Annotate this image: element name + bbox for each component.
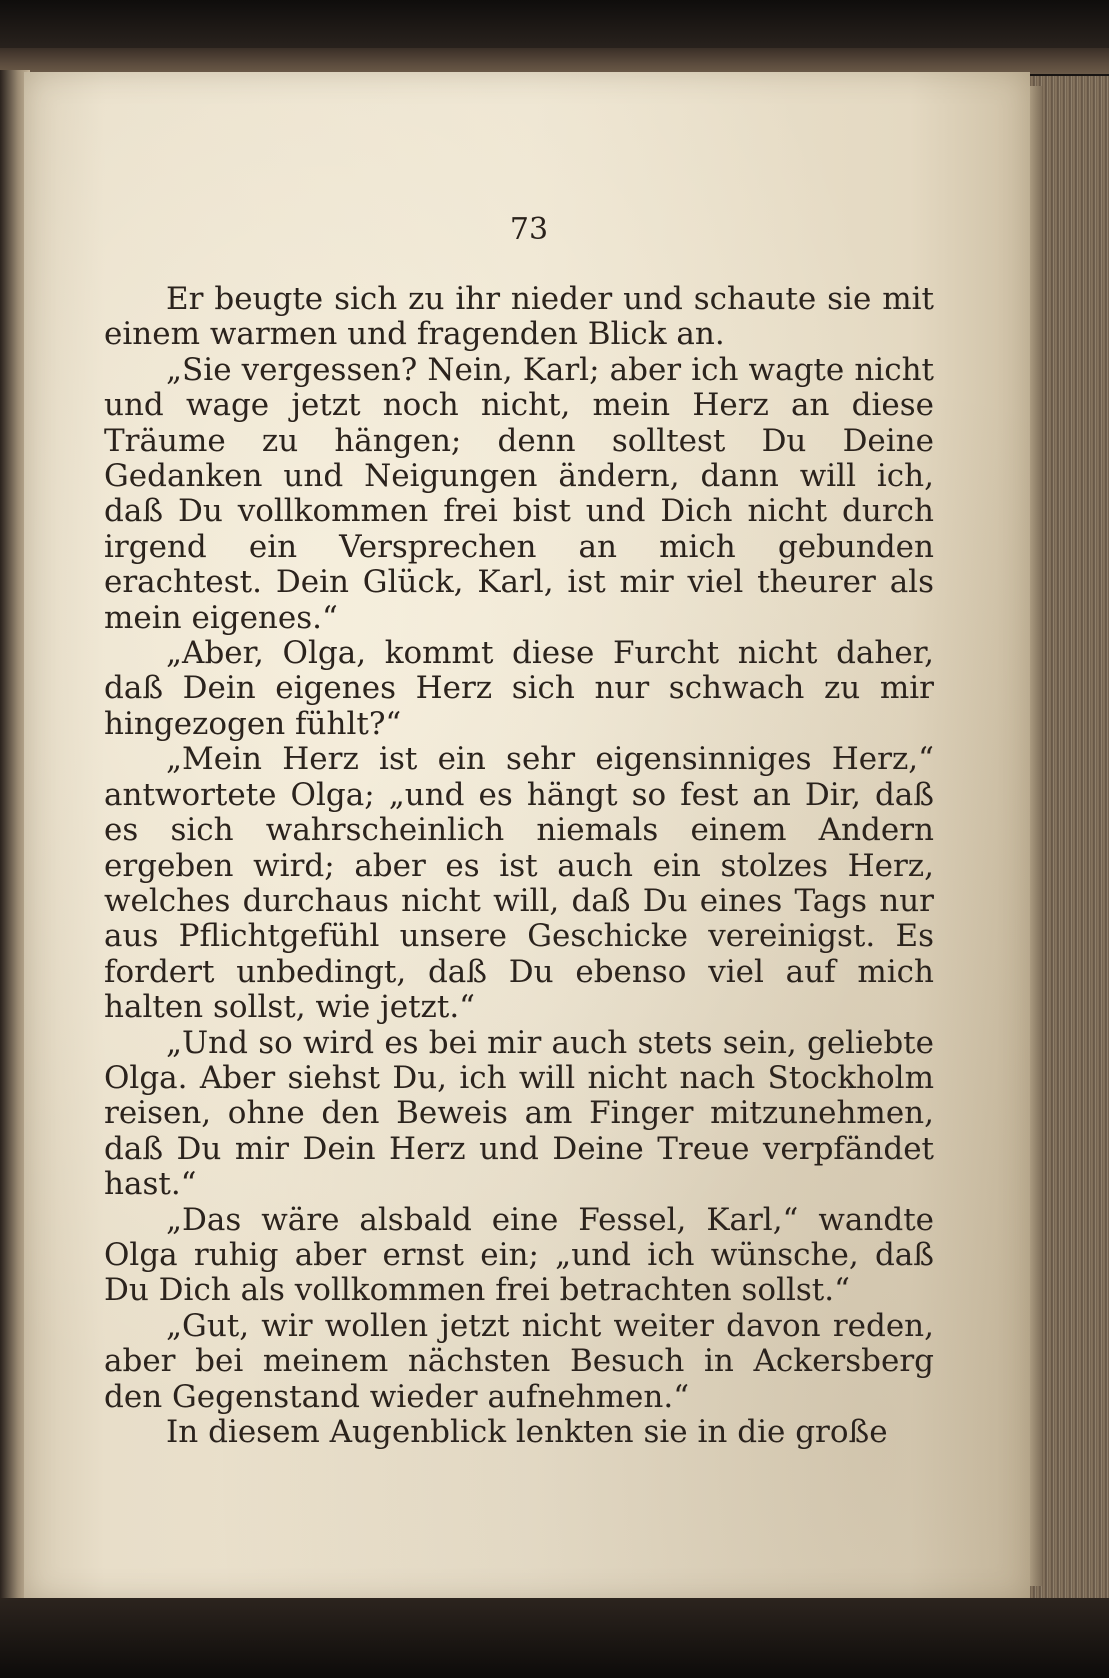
paragraph: „Mein Herz ist ein sehr eigensinniges Herz,“ antwortete Olga; „und es hängt so fest an Dir, daß es sich wahrscheinlich niemals einem Andern ergeben wird; aber es ist auch ein stolzes Herz, welches durchaus nicht will, daß Du eines Tags nur aus Pflichtgefühl unsere Geschicke vereinigst. Es fordert unbedingt, daß Du ebenso viel auf mich halten sollst, wie jetzt.“ — [104, 741, 934, 1026]
book-cover-edge — [0, 48, 1109, 74]
paragraph: Er beugte sich zu ihr nieder und schaute sie mit einem warmen und fragenden Blick an. — [104, 281, 934, 353]
page-text — [104, 282, 934, 1450]
paragraph: „Das wäre alsbald eine Fessel, Karl,“ wandte Olga ruhig aber ernst ein; „und ich wünsche, daß Du Dich als vollkommen frei betrachten sollst.“ — [104, 1201, 934, 1309]
paragraph: „Aber, Olga, kommt diese Furcht nicht daher, daß Dein eigenes Herz sich nur schwach zu mir hingezogen fühlt?“ — [104, 635, 934, 742]
scan-background-bottom — [0, 1598, 1109, 1678]
paragraph: „Sie vergessen? Nein, Karl; aber ich wagte nicht und wage jetzt noch nicht, mein Herz an diese Träume zu hängen; denn solltest Du Deine Gedanken und Neigungen ändern, dann will ich, daß Du vollkommen frei bist und Dich nicht durch irgend ein Versprechen an mich gebunden erachtest. Dein Glück, Karl, ist mir viel theurer als mein eigenes.“ — [104, 351, 934, 636]
scan-background-top — [0, 0, 1109, 52]
page-number: 73 — [509, 212, 549, 247]
paragraph: „Gut, wir wollen jetzt nicht weiter davon reden, aber bei meinem nächsten Besuch in Ackersberg den Gegenstand wieder aufnehmen.“ — [104, 1307, 934, 1415]
paragraph: In diesem Augenblick lenkten sie in die große — [166, 1414, 888, 1450]
paragraph: „Und so wird es bei mir auch stets sein, geliebte Olga. Aber siehst Du, ich will nicht nach Stockholm reisen, ohne den Beweis am Finger mitzunehmen, daß Du mir Dein Herz und Deine Treue verpfändet hast.“ — [104, 1024, 934, 1203]
book-page — [24, 72, 1030, 1600]
